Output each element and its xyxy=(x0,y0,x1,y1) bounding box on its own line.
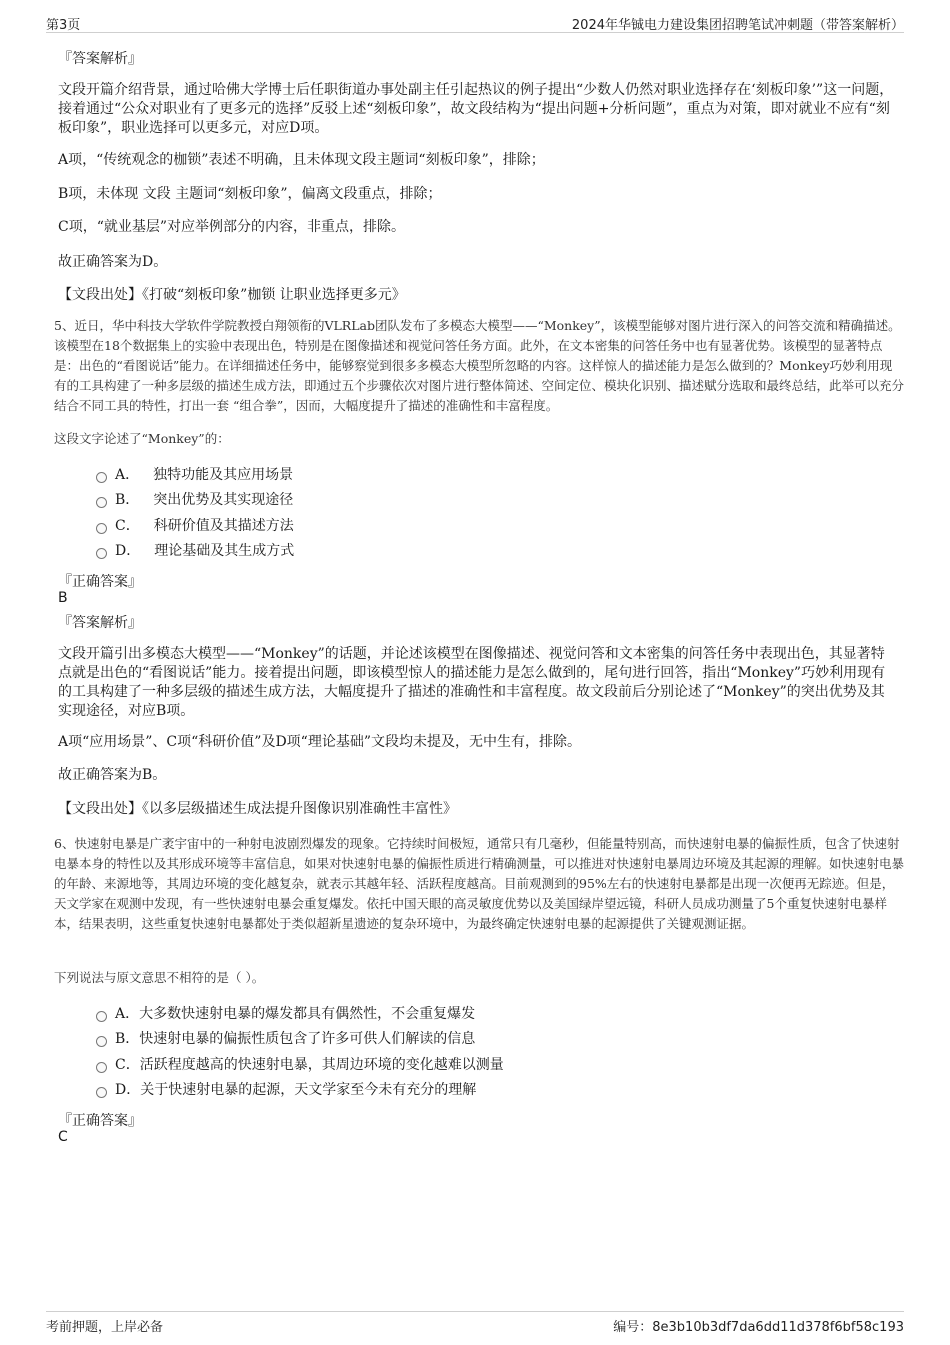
q6-option-a[interactable] xyxy=(96,1004,475,1024)
question-6-passage: 6、快速射电暴是广袤宇宙中的一种射电波剧烈爆发的现象。它持续时间极短，通常只有几毫秒，但能量特别高，而快速射电暴的偏振性质，包含了快速射电暴本身的特性以及其形成环境等丰富信息，如果对快速射电暴的偏振性质进行精确测量，可以推进对快速射电暴周边环境及其起源的理解。如快速射电暴的年龄、来源地等，其周边环境的变化越复杂，就表示其越年轻、活跃程度越高。目前观测到的95%左右的快速射电暴都是出现一次便再无踪迹。但是，天文学家在观测中发现，有一些快速射电暴会重复爆发。依托中国天眼的高灵敏度优势以及美国绿岸望远镜，科研人员成功测量了5个重复快速射电暴样本，结果表明，这些重复快速射电暴都处于类似超新星遗迹的复杂环境中，为最终确定快速射电暴的起源提供了关键观测证据。 xyxy=(54,836,905,931)
source-citation: 【文段出处】《以多层级描述生成法提升图像识别准确性丰富性》 xyxy=(58,801,457,817)
analysis-heading: 『答案解析』 xyxy=(58,51,142,67)
radio-icon[interactable] xyxy=(96,1011,107,1022)
option-text: 活跃程度越高的快速射电暴，其周边环境的变化越难以测量 xyxy=(139,1057,504,1073)
conclusion: 故正确答案为B。 xyxy=(58,767,167,783)
option-letter: D． xyxy=(115,543,141,559)
option-a-note: A项，“传统观念的枷锁”表述不明确，且未体现文段主题词“刻板印象”，排除； xyxy=(58,152,545,168)
q6-option-d[interactable] xyxy=(96,1080,476,1100)
q5-option-a[interactable] xyxy=(96,465,293,485)
option-text: 大多数快速射电暴的爆发都具有偶然性，不会重复爆发 xyxy=(139,1006,476,1022)
radio-icon[interactable] xyxy=(96,548,107,559)
option-letter: B． xyxy=(115,492,140,508)
document-id: 编号：8e3b10b3df7da6dd11d378f6bf58c193 xyxy=(613,1320,904,1335)
option-text: 独特功能及其应用场景 xyxy=(153,467,294,483)
q5-option-b[interactable] xyxy=(96,490,293,510)
option-text: 快速射电暴的偏振性质包含了许多可供人们解读的信息 xyxy=(139,1031,476,1047)
option-text: 科研价值及其描述方法 xyxy=(153,518,294,534)
option-letter: A． xyxy=(115,1006,140,1022)
radio-icon[interactable] xyxy=(96,1087,107,1098)
answer-heading: 『正确答案』 xyxy=(58,574,142,590)
option-letter: D． xyxy=(115,1082,141,1098)
analysis-paragraph: 文段开篇引出多模态大模型——“Monkey”的话题，并论述该模型在图像描述、视觉问答和文本密集的问答任务中表现出色，其显著特点就是出色的“看图说话”能力。接着提出问题，即该模型惊人的描述能力是怎么做到的，尾句进行回答，指出“Monkey”巧妙利用现有的工具构建了一种多层级的描述生成方法，大幅度提升了描述的准确性和丰富程度。故文段前后分别论述了“Monkey”的突出优势及其实现途径，对应B项。 xyxy=(58,646,886,719)
radio-icon[interactable] xyxy=(96,1036,107,1047)
radio-icon[interactable] xyxy=(96,497,107,508)
analysis-paragraph: 文段开篇介绍背景，通过哈佛大学博士后任职街道办事处副主任引起热议的例子提出“少数人仍然对职业选择存在‘刻板印象’”这一问题，接着通过“公众对职业有了更多元的选择”反驳上述“刻板印象”，故文段结构为“提出问题+分析问题”，重点为对策，即对就业不应有“刻板印象”，职业选择可以更多元，对应D项。 xyxy=(58,82,894,136)
page-footer xyxy=(46,1311,904,1334)
option-letter: B． xyxy=(115,1031,140,1047)
options-note: A项“应用场景”、C项“科研价值”及D项“理论基础”文段均未提及，无中生有，排除。 xyxy=(58,734,581,750)
conclusion: 故正确答案为D。 xyxy=(58,254,168,270)
option-b-note: B项，未体现 文段 主题词“刻板印象”，偏离文段重点，排除； xyxy=(58,186,442,202)
radio-icon[interactable] xyxy=(96,472,107,483)
page-number: 第3页 xyxy=(46,18,81,33)
q5-option-d[interactable] xyxy=(96,541,294,561)
option-c-note: C项，“就业基层”对应举例部分的内容，非重点，排除。 xyxy=(58,219,406,235)
question-5-prompt: 这段文字论述了“Monkey”的： xyxy=(54,431,230,446)
option-letter: A． xyxy=(115,467,140,483)
option-text: 理论基础及其生成方式 xyxy=(154,543,295,559)
source-citation: 【文段出处】《打破“刻板印象”枷锁 让职业选择更多元》 xyxy=(58,287,406,303)
footer-slogan: 考前押题，上岸必备 xyxy=(46,1320,164,1335)
document-title: 2024年华铖电力建设集团招聘笔试冲刺题（带答案解析） xyxy=(571,18,904,33)
correct-answer: C xyxy=(58,1129,68,1145)
page-header xyxy=(46,12,904,33)
q6-option-b[interactable] xyxy=(96,1029,475,1049)
option-letter: C． xyxy=(115,1057,140,1073)
q5-option-c[interactable] xyxy=(96,516,294,536)
question-6-prompt: 下列说法与原文意思不相符的是（ ）。 xyxy=(54,970,265,985)
q6-option-c[interactable] xyxy=(96,1055,504,1075)
option-text: 关于快速射电暴的起源，天文学家至今未有充分的理解 xyxy=(140,1082,477,1098)
radio-icon[interactable] xyxy=(96,523,107,534)
radio-icon[interactable] xyxy=(96,1062,107,1073)
analysis-heading: 『答案解析』 xyxy=(58,615,142,631)
correct-answer: B xyxy=(58,590,68,606)
option-text: 突出优势及其实现途径 xyxy=(153,492,294,508)
question-5-passage: 5、近日，华中科技大学软件学院教授白翔领衔的VLRLab团队发布了多模态大模型——“Monkey”，该模型能够对图片进行深入的问答交流和精确描述。该模型在18个数据集上的实验中表现出色，特别是在图像描述和视觉问答任务方面。此外，在文本密集的问答任务中也有显著优势。该模型的显著特点是：出色的“看图说话”能力。在详细描述任务中，能够察觉到很多多模态大模型所忽略的内容。这样惊人的描述能力是怎么做到的？Monkey巧妙利用现有的工具构建了一种多层级的描述生成方法，即通过五个步骤依次对图片进行整体简述、空间定位、模块化识别、描述赋分选取和最终总结，此举可以充分结合不同工具的特性，打出一套 “组合拳”，因而，大幅度提升了描述的准确性和丰富程度。 xyxy=(54,318,905,413)
option-letter: C． xyxy=(115,518,140,534)
answer-heading: 『正确答案』 xyxy=(58,1113,142,1129)
